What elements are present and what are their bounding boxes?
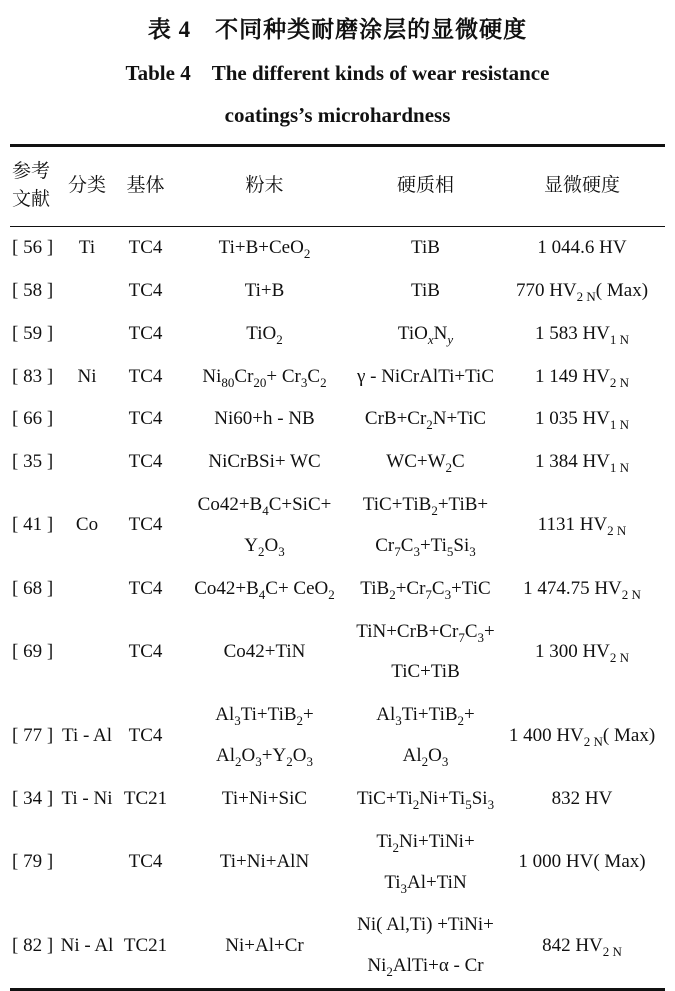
table-row bbox=[10, 694, 665, 778]
powder-cell: Ti+B+CeO$_2$ bbox=[218, 236, 311, 261]
phase-cell: $Al_3Ti+TiB_2+$ $Al_2O_3$ bbox=[376, 704, 475, 769]
ref-cell: [ 59 ] bbox=[12, 322, 54, 344]
table-row bbox=[10, 568, 665, 611]
ref-cell: [ 66 ] bbox=[12, 408, 54, 430]
substrate-cell: TC4 bbox=[128, 577, 163, 599]
table-row bbox=[10, 356, 665, 399]
ref-cell: [ 35 ] bbox=[12, 451, 54, 473]
ref-cell: [ 79 ] bbox=[12, 851, 54, 873]
class-cell: Ni bbox=[77, 365, 97, 387]
substrate-cell: TC4 bbox=[128, 514, 163, 536]
powder-cell: Ni60+h - NB bbox=[214, 408, 315, 430]
powder-cell: Ti+Ni+SiC bbox=[221, 787, 308, 809]
powder-cell: $Co42+B_4C+SiC+$ $Y_2O_3$ bbox=[197, 494, 332, 559]
ref-cell: [ 56 ] bbox=[12, 236, 54, 258]
class-cell: Ti - Ni bbox=[61, 787, 113, 809]
column-header-powder: 粉末 bbox=[177, 145, 352, 226]
table-row bbox=[10, 313, 665, 356]
class-cell: Ti - Al bbox=[62, 724, 112, 746]
class-cell bbox=[60, 441, 114, 484]
phase-cell: $CrB+Cr_2N+TiC$ bbox=[364, 408, 487, 433]
table-header-row bbox=[10, 145, 665, 226]
class-cell bbox=[60, 821, 114, 905]
column-header-substrate: 基体 bbox=[114, 145, 177, 226]
substrate-cell: TC21 bbox=[123, 787, 168, 809]
hardness-cell: 1 044.6 HV bbox=[537, 236, 627, 258]
class-cell bbox=[60, 568, 114, 611]
class-cell bbox=[60, 270, 114, 313]
ref-cell: [ 68 ] bbox=[12, 577, 54, 599]
microhardness-table bbox=[10, 144, 665, 991]
table-row bbox=[10, 441, 665, 484]
phase-cell: $TiO_xN_y$ bbox=[397, 322, 454, 347]
hardness-cell: 1 400 $HV_{2 N}$( Max) bbox=[508, 724, 656, 749]
phase-cell: $TiN+CrB+Cr_7C_3+$ TiC+TiB bbox=[356, 620, 495, 683]
class-cell bbox=[60, 398, 114, 441]
table-row bbox=[10, 270, 665, 313]
powder-cell: $Al_3Ti+TiB_2+$ $Al_2O_3+Y_2O_3$ bbox=[215, 704, 314, 769]
ref-cell: [ 41 ] bbox=[12, 514, 54, 536]
powder-cell: Co42+TiN bbox=[223, 640, 306, 662]
ref-cell: [ 58 ] bbox=[12, 279, 54, 301]
hardness-cell: 1 384 $HV_{1 N}$ bbox=[534, 451, 630, 475]
hardness-cell: 1 000 HV( Max) bbox=[518, 851, 646, 873]
ref-cell: [ 34 ] bbox=[12, 787, 54, 809]
substrate-cell: TC21 bbox=[123, 934, 168, 956]
phase-cell: Ni( Al,Ti) +TiNi+ $Ni_2AlTi+\alpha - Cr$ bbox=[357, 914, 494, 980]
hardness-cell: 1 300 $HV_{2 N}$ bbox=[534, 640, 630, 665]
phase-cell: $WC+W_2C$ bbox=[386, 451, 465, 475]
table-title-en-line1: Table 4 The different kinds of wear resistance bbox=[125, 60, 550, 85]
table-row bbox=[10, 821, 665, 905]
powder-cell: NiCrBSi+ WC bbox=[208, 451, 321, 473]
hardness-cell: 832 HV bbox=[551, 787, 613, 809]
phase-cell: $TiB_2+Cr_7C_3+TiC$ bbox=[360, 577, 491, 602]
substrate-cell: TC4 bbox=[128, 640, 163, 662]
class-cell bbox=[60, 313, 114, 356]
table-row bbox=[10, 611, 665, 695]
table-title-zh: 表 4 不同种类耐磨涂层的显微硬度 bbox=[147, 17, 528, 42]
hardness-cell: 1 583 $HV_{1 N}$ bbox=[534, 322, 630, 347]
powder-cell: Ti+B bbox=[244, 279, 285, 301]
powder-cell: Ni+Al+Cr bbox=[225, 934, 304, 956]
class-cell bbox=[60, 611, 114, 695]
ref-cell: [ 83 ] bbox=[12, 365, 54, 387]
table-title-en-line2: coatings’s microhardness bbox=[224, 102, 451, 127]
powder-cell: Ti+Ni+AlN bbox=[219, 851, 310, 873]
column-header-reference: 参考文献 bbox=[10, 145, 60, 226]
powder-cell: $Co42+B_4C+ CeO_2$ bbox=[194, 577, 335, 602]
table-title-block bbox=[0, 0, 675, 128]
table-row bbox=[10, 904, 665, 989]
substrate-cell: TC4 bbox=[128, 851, 163, 873]
hardness-cell: 1 149 $HV_{2 N}$ bbox=[534, 365, 630, 390]
class-cell: Co bbox=[75, 514, 99, 536]
column-header-hard-phase: 硬质相 bbox=[352, 145, 499, 226]
powder-cell: TiO$_2$ bbox=[246, 322, 283, 347]
substrate-cell: TC4 bbox=[128, 365, 163, 387]
substrate-cell: TC4 bbox=[128, 724, 163, 746]
hardness-cell: 1131 $HV_{2 N}$ bbox=[537, 514, 627, 539]
hardness-cell: 1 035 $HV_{1 N}$ bbox=[534, 408, 630, 433]
phase-cell: TiC+TiB$_2$+TiB+ $Cr_7C_3+Ti_5Si_3$ bbox=[362, 494, 489, 559]
powder-cell: $Ni_{80}Cr_{20}+ Cr_3C_2$ bbox=[202, 365, 327, 390]
hardness-cell: 842 $HV_{2 N}$ bbox=[542, 934, 622, 959]
table-row bbox=[10, 484, 665, 568]
ref-cell: [ 82 ] bbox=[12, 934, 54, 956]
ref-cell: [ 69 ] bbox=[12, 640, 54, 662]
column-header-class: 分类 bbox=[60, 145, 114, 226]
class-cell: Ti bbox=[78, 236, 96, 258]
table-row bbox=[10, 778, 665, 821]
substrate-cell: TC4 bbox=[128, 322, 163, 344]
table-row bbox=[10, 226, 665, 269]
substrate-cell: TC4 bbox=[128, 236, 163, 258]
phase-cell: TiB bbox=[411, 236, 440, 258]
class-cell: Ni - Al bbox=[60, 934, 114, 956]
table-body bbox=[10, 226, 665, 989]
phase-cell: TiB bbox=[411, 279, 440, 301]
phase-cell: γ - NiCrAlTi+TiC bbox=[356, 365, 495, 387]
ref-cell: [ 77 ] bbox=[12, 724, 54, 746]
hardness-cell: 1 474.75 $HV_{2 N}$ bbox=[523, 577, 641, 602]
hardness-cell: 770 $HV_{2 N}$( Max) bbox=[515, 279, 649, 304]
column-header-microhardness: 显微硬度 bbox=[499, 145, 665, 226]
phase-cell: $TiC+Ti_2Ni+Ti_5Si_3$ bbox=[356, 787, 495, 812]
substrate-cell: TC4 bbox=[128, 279, 163, 301]
substrate-cell: TC4 bbox=[128, 408, 163, 430]
phase-cell: $Ti_2Ni+TiNi+$ $Ti_3Al+TiN$ bbox=[376, 830, 475, 896]
substrate-cell: TC4 bbox=[128, 451, 163, 473]
table-row bbox=[10, 398, 665, 441]
